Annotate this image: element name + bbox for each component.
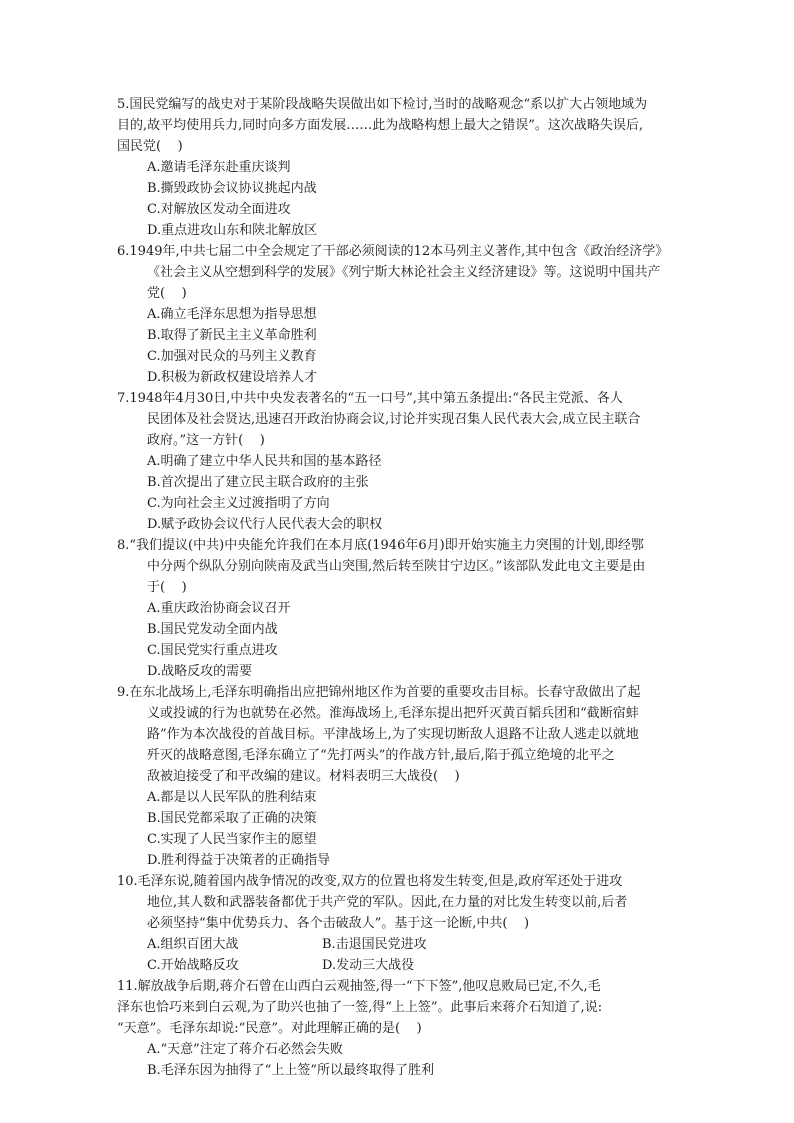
question-text-line: 8.“我们提议(中共)中央能允许我们在本月底(1946年6月)即开始实施主力突围的计划,即经鄂 [117,538,644,553]
question-text-line: 目的,故平均使用兵力,同时向多方面发展……此为战略构想上最大之错误”。这次战略失误后, [117,118,644,133]
option-b: B.国民党都采取了正确的决策 [147,811,317,826]
option-d: D.发动三大战役 [322,958,415,973]
option-d: D.积极为新政权建设培养人才 [147,370,318,385]
option-a: A.都是以人民军队的胜利结束 [147,790,317,805]
question-text-line: 国民党( ) [117,139,183,154]
question-text-line: 中分两个纵队分别向陕南及武当山突围,然后转至陕甘宁边区。”该部队发此电文主要是由 [147,559,646,574]
option-b: B.击退国民党进攻 [322,937,427,952]
option-d: D.胜利得益于决策者的正确指导 [147,853,331,868]
option-c: C.对解放区发动全面进攻 [147,202,291,217]
question-text-line: 9.在东北战场上,毛泽东明确指出应把锦州地区作为首要的重要攻击目标。长春守敌做出了起 [117,685,641,700]
option-c: C.实现了人民当家作主的愿望 [147,832,317,847]
option-d: D.战略反攻的需要 [147,664,253,679]
question-text-line: 党( ) [147,286,187,301]
question-text-line: 于( ) [147,580,187,595]
option-a: A.确立毛泽东思想为指导思想 [147,307,317,322]
question-text-line: 《社会主义从空想到科学的发展》《列宁斯大林论社会主义经济建设》等。这说明中国共产 [147,265,661,280]
question-text-line: 义或投诚的行为也就势在必然。淮海战场上,毛泽东提出把歼灭黄百韬兵团和“截断宿蚌 [147,706,639,721]
option-b: B.毛泽东因为抽得了“上上签”所以最终取得了胜利 [147,1063,434,1078]
question-text-line: 10.毛泽东说,随着国内战争情况的改变,双方的位置也将发生转变,但是,政府军还处于进攻 [117,874,623,889]
question-text-line: 7.1948年4月30日,中共中央发表著名的“五一口号”,其中第五条提出:“各民主党派、各人 [117,391,623,406]
option-b: B.国民党发动全面内战 [147,622,278,637]
question-text-line: 6.1949年,中共七届二中全会规定了干部必须阅读的12本马列主义著作,其中包含《政治经济学》 [117,244,669,259]
option-b: B.首次提出了建立民主联合政府的主张 [147,475,369,490]
question-text-line: 5.国民党编写的战史对于某阶段战略失误做出如下检讨,当时的战略观念“系以扩大占领地域为 [117,97,648,112]
question-text-line: 泽东也恰巧来到白云观,为了助兴也抽了一签,得“上上签”。此事后来蒋介石知道了,说: [117,1000,603,1015]
option-a: A.组织百团大战 [147,937,239,952]
question-text-line: 路”作为本次战役的首战目标。平津战场上,为了实现切断敌人退路不让敌人逃走以就地 [147,727,639,742]
question-text-line: 地位,其人数和武器装备都优于共产党的军队。因此,在力量的对比发生转变以前,后者 [147,895,628,910]
option-b: B.撕毁政协会议协议挑起内战 [147,181,317,196]
option-b: B.取得了新民主主义革命胜利 [147,328,317,343]
question-text-line: 歼灭的战略意图,毛泽东确立了“先打两头”的作战方针,最后,陷于孤立绝境的北平之 [147,748,615,763]
question-text-line: 11.解放战争后期,蒋介石曾在山西白云观抽签,得一“下下签”,他叹息败局已定,不久,毛 [117,979,601,994]
option-a: A.“天意”注定了蒋介石必然会失败 [147,1042,343,1057]
option-a: A.明确了建立中华人民共和国的基本路径 [147,454,382,469]
option-d: D.赋予政协会议代行人民代表大会的职权 [147,517,383,532]
option-c: C.加强对民众的马列主义教育 [147,349,317,364]
option-a: A.邀请毛泽东赴重庆谈判 [147,160,291,175]
question-text-line: “天意”。毛泽东却说:“民意”。对此理解正确的是( ) [117,1021,422,1036]
option-c: C.开始战略反攻 [147,958,239,973]
option-c: C.国民党实行重点进攻 [147,643,278,658]
question-text-line: 民团体及社会贤达,迅速召开政治协商会议,讨论并实现召集人民代表大会,成立民主联合 [147,412,641,427]
option-d: D.重点进攻山东和陕北解放区 [147,223,318,238]
option-a: A.重庆政治协商会议召开 [147,601,291,616]
question-text-line: 必须坚持“集中优势兵力、各个击破敌人”。基于这一论断,中共( ) [147,916,530,931]
question-text-line: 敌被迫接受了和平改编的建议。材料表明三大战役( ) [147,769,460,784]
option-c: C.为向社会主义过渡指明了方向 [147,496,330,511]
question-text-line: 政府。”这一方针( ) [147,433,265,448]
